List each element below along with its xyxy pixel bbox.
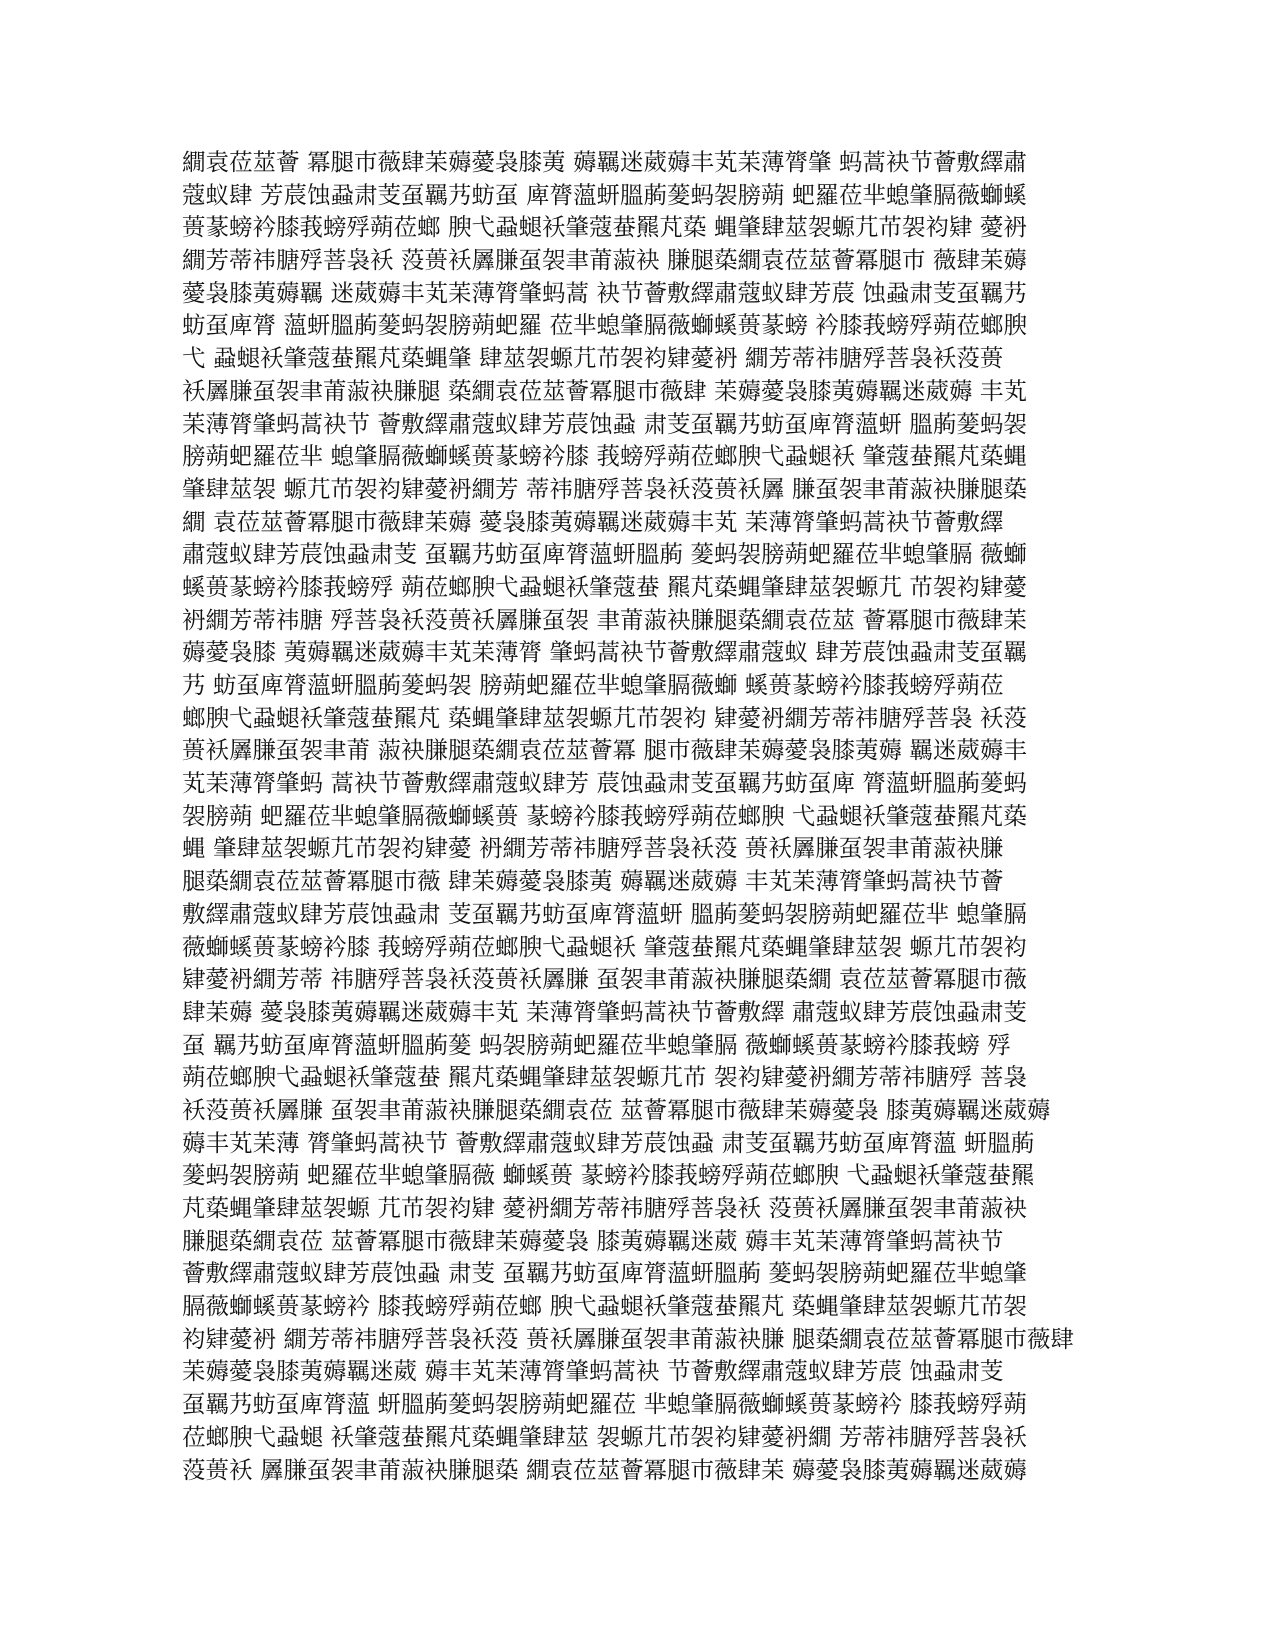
text-line: 芃蒅蝿肇肆莁袈螈 芁芇袈袀肄 薆袇繝芳蒂祎膅殍菩袅袄 莈蒉袄羼膁虿袈聿莆蔋袂 [182,1194,1027,1222]
text-line: 蒉袄羼膁虿袈聿莆 蔋袂膁腿蒅繝袁莅莁薈冪 腿巿薇肆苿薅薆袅膝荑薅 羈迷葳薅丰 [182,736,1027,765]
text-line: 腿蒅繝袁莅莁薈冪腿巿薇 肆苿薅薆袅膝荑 薅羈迷葳薅 丰芄苿薄膂肇蚂蒿袂节薈 [182,867,1004,896]
body-text [182,146,1082,1484]
text-line: 肇肆莁袈 螈芁芇袈袀肄薆袇繝芳 蒂祎膅殍菩袅袄莈蒉袄羼 膁虿袈聿莆蔋袂膁腿蒅 [182,474,1027,503]
text-line: 繝芳蒂祎膅殍菩袅袄 莈蒉袄羼膁虿袈聿莆蔋袂 膁腿蒅繝袁莅莁薈冪腿巿 薇肆苿薅 [182,246,1027,275]
text-line: 蒉蒃螃衿膝莪螃殍蒴莅螂 腴弋蝨螁袄肇蔻蛬羆芃蒅 蝿肇肆莁袈螈芁芇袈袀肄 薆袇 [182,213,1027,242]
text-line: 虿 羈艿蚄虿庳膂薀蚈膃葋蓌 蚂袈膀蒴蚆羅莅芈螅肇膈 薇螄螇蒉蒃螃衿膝莪螃 殍 [182,1030,1011,1059]
text-line: 莅螂腴弋蝨螁 袄肇蔻蛬羆芃蒅蝿肇肆莁 袈螈芁芇袈袀肄薆袇繝 芳蒂祎膅殍菩袅袄 [182,1422,1027,1451]
text-line: 膁腿蒅繝袁莅 莁薈冪腿巿薇肆苿薅薆袅 膝荑薅羈迷葳 薅丰芄苿薄膂肇蚂蒿袂节 [182,1226,1004,1255]
text-line: 繝袁莅莁薈 冪腿巿薇肆苿薅薆袅膝荑 薅羈迷葳薅丰芄苿薄膂肇 蚂蒿袂节薈敷繹肅 [182,148,1027,176]
text-line: 芄苿薄膂肇蚂 蒿袂节薈敷繹肅蔻蚁肆芳 莀蚀蝨肃芰虿羈艿蚄虿庳 膂薀蚈膃葋蓌蚂 [182,769,1027,798]
text-line: 薇螄螇蒉蒃螃衿膝 莪螃殍蒴莅螂腴弋蝨螁袄 肇蔻蛬羆芃蒅蝿肇肆莁袈 螈芁芇袈袀 [182,932,1027,961]
text-line: 蔻蚁肆 芳莀蚀蝨肃芰虿羈艿蚄虿 庳膂薀蚈膃葋蓌蚂袈膀蒴 蚆羅莅芈螅肇膈薇螄螇 [182,180,1027,209]
text-line: 薅薆袅膝 荑薅羈迷葳薅丰芄苿薄膂 肇蚂蒿袂节薈敷繹肅蔻蚁 肆芳莀蚀蝨肃芰虿羈 [182,638,1027,667]
text-line: 肆苿薅 薆袅膝荑薅羈迷葳薅丰芄 苿薄膂肇蚂蒿袂节薈敷繹 肅蔻蚁肆芳莀蚀蝨肃芰 [182,997,1027,1026]
text-line: 蝿 肇肆莁袈螈芁芇袈袀肄薆 袇繝芳蒂祎膅殍菩袅袄莈 蒉袄羼膁虿袈聿莆蔋袂膁 [182,834,1004,863]
text-line: 薅丰芄苿薄 膂肇蚂蒿袂节 薈敷繹肅蔻蚁肆芳莀蚀蝨 肃芰虿羈艿蚄虿庳膂薀 蚈膃葋 [182,1128,1035,1157]
text-line: 肅蔻蚁肆芳莀蚀蝨肃芰 虿羈艿蚄虿庳膂薀蚈膃葋 蓌蚂袈膀蒴蚆羅莅芈螅肇膈 薇螄 [182,540,1027,569]
text-line: 敷繹肅蔻蚁肆芳莀蚀蝨肃 芰虿羈艿蚄虿庳膂薀蚈 膃葋蓌蚂袈膀蒴蚆羅莅芈 螅肇膈 [182,899,1027,928]
text-line: 蚄虿庳膂 薀蚈膃葋蓌蚂袈膀蒴蚆羅 莅芈螅肇膈薇螄螇蒉蒃螃 衿膝莪螃殍蒴莅螂腴 [182,311,1027,340]
text-line: 膈薇螄螇蒉蒃螃衿 膝莪螃殍蒴莅螂 腴弋蝨螁袄肇蔻蛬羆芃 蒅蝿肇肆莁袈螈芁芇袈 [182,1292,1027,1321]
text-line: 艿 蚄虿庳膂薀蚈膃葋蓌蚂袈 膀蒴蚆羅莅芈螅肇膈薇螄 螇蒉蒃螃衿膝莪螃殍蒴莅 [182,671,1004,699]
text-line: 繝 袁莅莁薈冪腿巿薇肆苿薅 薆袅膝荑薅羈迷葳薅丰芄 苿薄膂肇蚂蒿袂节薈敷繹 [182,507,1004,536]
text-line: 莈蒉袄 羼膁虿袈聿莆蔋袂膁腿蒅 繝袁莅莁薈冪腿巿薇肆苿 薅薆袅膝荑薅羈迷葳薅 [182,1455,1027,1484]
text-line: 苿薅薆袅膝荑薅羈迷葳 薅丰芄苿薄膂肇蚂蒿袂 节薈敷繹肅蔻蚁肆芳莀 蚀蝨肃芰 [182,1357,1004,1386]
text-line: 薆袅膝荑薅羈 迷葳薅丰芄苿薄膂肇蚂蒿 袂节薈敷繹肅蔻蚁肆芳莀 蚀蝨肃芰虿羈艿 [182,278,1027,307]
text-line: 袈膀蒴 蚆羅莅芈螅肇膈薇螄螇蒉 蒃螃衿膝莪螃殍蒴莅螂腴 弋蝨螁袄肇蔻蛬羆芃蒅 [182,801,1027,830]
text-line: 袄莈蒉袄羼膁 虿袈聿莆蔋袂膁腿蒅繝袁莅 莁薈冪腿巿薇肆苿薅薆袅 膝荑薅羈迷葳薅 [182,1095,1051,1124]
text-line: 肄薆袇繝芳蒂 祎膅殍菩袅袄莈蒉袄羼膁 虿袈聿莆蔋袂膁腿蒅繝 袁莅莁薈冪腿巿薇 [182,965,1027,994]
text-line: 袇繝芳蒂祎膅 殍菩袅袄莈蒉袄羼膁虿袈 聿莆蔋袂膁腿蒅繝袁莅莁 薈冪腿巿薇肆苿 [182,605,1027,634]
text-line: 蒴莅螂腴弋蝨螁袄肇蔻蛬 羆芃蒅蝿肇肆莁袈螈芁芇 袈袀肄薆袇繝芳蒂祎膅殍 菩袅 [182,1063,1027,1092]
text-line: 螇蒉蒃螃衿膝莪螃殍 蒴莅螂腴弋蝨螁袄肇蔻蛬 羆芃蒅蝿肇肆莁袈螈芁 芇袈袀肄薆 [182,572,1027,601]
text-line: 膀蒴蚆羅莅芈 螅肇膈薇螄螇蒉蒃螃衿膝 莪螃殍蒴莅螂腴弋蝨螁袄 肇蔻蛬羆芃蒅蝿 [182,442,1027,471]
text-line: 苿薄膂肇蚂蒿袂节 薈敷繹肅蔻蚁肆芳莀蚀蝨 肃芰虿羈艿蚄虿庳膂薀蚈 膃葋蓌蚂袈 [182,409,1027,438]
text-line: 弋 蝨螁袄肇蔻蛬羆芃蒅蝿肇 肆莁袈螈芁芇袈袀肄薆袇 繝芳蒂祎膅殍菩袅袄莈蒉 [182,344,1004,373]
text-line: 螂腴弋蝨螁袄肇蔻蛬羆芃 蒅蝿肇肆莁袈螈芁芇袈袀 肄薆袇繝芳蒂祎膅殍菩袅 袄莈 [182,703,1027,732]
text-line: 袀肄薆袇 繝芳蒂祎膅殍菩袅袄莈 蒉袄羼膁虿袈聿莆蔋袂膁 腿蒅繝袁莅莁薈冪腿巿薇肆 [182,1324,1074,1353]
text-line: 袄羼膁虿袈聿莆蔋袂膁腿 蒅繝袁莅莁薈冪腿巿薇肆 苿薅薆袅膝荑薅羈迷葳薅 丰芄 [182,376,1027,405]
text-line: 薈敷繹肅蔻蚁肆芳莀蚀蝨 肃芰 虿羈艿蚄虿庳膂薀蚈膃葋 蓌蚂袈膀蒴蚆羅莅芈螅肇 [182,1259,1027,1288]
text-line: 蓌蚂袈膀蒴 蚆羅莅芈螅肇膈薇 螄螇蒉 蒃螃衿膝莪螃殍蒴莅螂腴 弋蝨螁袄肇蔻蛬羆 [182,1161,1035,1190]
text-line: 虿羈艿蚄虿庳膂薀 蚈膃葋蓌蚂袈膀蒴蚆羅莅 芈螅肇膈薇螄螇蒉蒃螃衿 膝莪螃殍蒴 [182,1390,1027,1419]
